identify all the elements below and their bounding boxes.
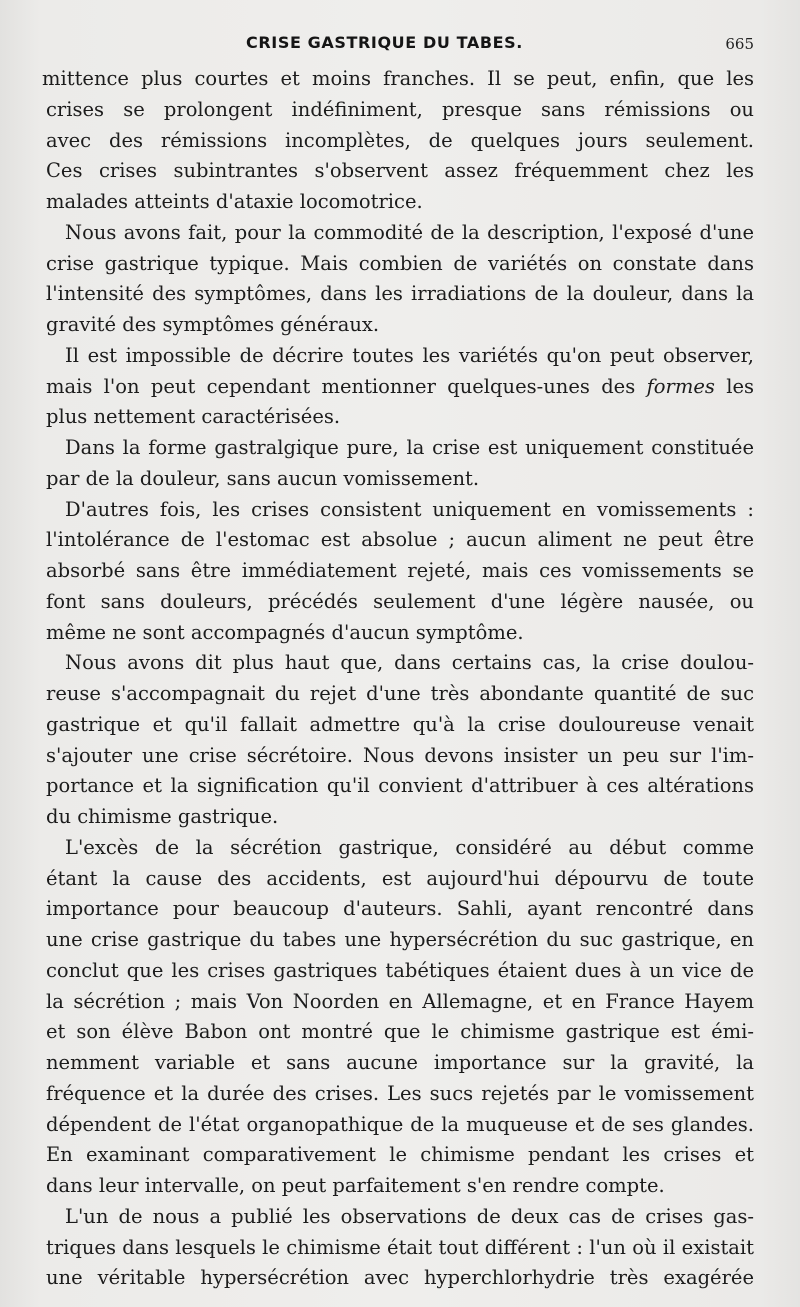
text-line: une véritable hypersécrétion avec hyperchlorhydrie très exagérée [46, 1266, 754, 1290]
text-line: Nous avons dit plus haut que, dans certains cas, la crise doulou- [65, 651, 754, 675]
text-line: avec des rémissions incomplètes, de quelques jours seulement. [46, 128, 754, 152]
text-line: reuse s'accompagnait du rejet d'une très abondante quantité de suc [46, 682, 754, 705]
text-line: D'autres fois, les crises consistent uniquement en vomissements : [65, 497, 754, 521]
text-line: crises se prolongent indéfiniment, presque sans rémissions ou [46, 97, 754, 121]
page-number: 665 [725, 35, 754, 53]
text-line: et son élève Babon ont montré que le chimisme gastrique est émi- [46, 1020, 754, 1044]
text-line: la sécrétion ; mais Von Noorden en Allemagne, et en France Hayem [46, 989, 754, 1013]
text-line: mittence plus courtes et moins franches. Il se peut, enfin, que les [42, 67, 754, 90]
text-line: du chimisme gastrique. [46, 805, 279, 828]
text-line: L'excès de la sécrétion gastrique, considéré au début comme [65, 835, 754, 859]
body-text [42, 64, 755, 1294]
text-segment: mais l'on peut cependant mentionner quelques-unes des [46, 374, 636, 398]
text-line: importance pour beaucoup d'auteurs. Sahli, ayant rencontré dans [46, 897, 754, 921]
emphasis-word: formes [646, 374, 715, 398]
text-line: font sans douleurs, précédés seulement d'une légère nausée, ou [46, 589, 754, 613]
text-line: portance et la signification qu'il convient d'attribuer à ces altérations [46, 774, 754, 798]
text-line: dépendent de l'état organopathique de la muqueuse et de ses glandes. [46, 1112, 754, 1136]
text-line-with-emphasis [46, 372, 754, 403]
text-line: plus nettement caractérisées. [46, 405, 341, 429]
text-line: même ne sont accompagnés d'aucun symptôme. [46, 620, 524, 644]
running-title: CRISE GASTRIQUE DU TABES. [246, 33, 523, 52]
text-line: gastrique et qu'il fallait admettre qu'à la crise douloureuse venait [46, 712, 754, 736]
text-line: Ces crises subintrantes s'observent assez fréquemment chez les [46, 159, 754, 183]
text-line: triques dans lesquels le chimisme était tout différent : l'un où il existait [46, 1235, 754, 1259]
text-segment: les [726, 374, 755, 398]
text-line: conclut que les crises gastriques tabétiques étaient dues à un vice de [46, 958, 754, 982]
text-line: s'ajouter une crise sécrétoire. Nous devons insister un peu sur l'im- [46, 743, 754, 767]
text-line: absorbé sans être immédiatement rejeté, mais ces vomissements se [46, 559, 754, 582]
text-line: l'intolérance de l'estomac est absolue ; aucun aliment ne peut être [46, 528, 754, 552]
text-line: dans leur intervalle, on peut parfaitement s'en rendre compte. [46, 1174, 665, 1197]
text-line: Nous avons fait, pour la commodité de la description, l'exposé d'une [65, 220, 754, 244]
text-line: une crise gastrique du tabes une hypersécrétion du suc gastrique, en [46, 928, 754, 951]
text-line: En examinant comparativement le chimisme pendant les crises et [46, 1143, 754, 1167]
text-line: L'un de nous a publié les observations de deux cas de crises gas- [65, 1204, 754, 1228]
text-line: crise gastrique typique. Mais combien de variétés on constate dans [46, 251, 754, 275]
text-line: étant la cause des accidents, est aujourd'hui dépourvu de toute [46, 866, 754, 890]
text-line: Il est impossible de décrire toutes les variétés qu'on peut observer, [65, 343, 754, 367]
text-line: Dans la forme gastralgique pure, la crise est uniquement constituée [65, 436, 754, 459]
text-line: malades atteints d'ataxie locomotrice. [46, 190, 423, 213]
text-line: par de la douleur, sans aucun vomissement. [46, 466, 480, 490]
text-line: fréquence et la durée des crises. Les sucs rejetés par le vomissement [46, 1081, 754, 1105]
text-line: nemment variable et sans aucune importance sur la gravité, la [46, 1051, 754, 1074]
page-header [0, 33, 800, 57]
text-line: l'intensité des symptômes, dans les irradiations de la douleur, dans la [46, 282, 754, 306]
text-line: gravité des symptômes généraux. [46, 313, 380, 336]
